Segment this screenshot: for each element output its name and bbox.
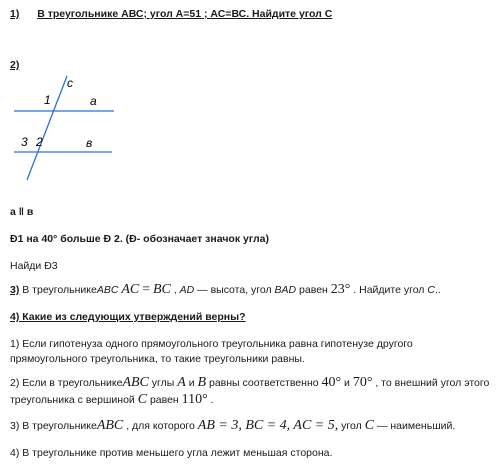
statement-3-math-abc: ABC <box>96 418 124 433</box>
statement-2-text-6: равен <box>147 394 182 406</box>
problem-3-bad: BAD <box>274 284 297 296</box>
problem-3-text-10: .. <box>434 284 441 296</box>
problem-3-number: 3) <box>10 284 20 296</box>
label-line-c: c <box>67 76 73 90</box>
problem-3-ad: AD <box>179 284 195 296</box>
statement-2-text-1: углы <box>148 377 178 389</box>
label-angle-3: 3 <box>21 135 28 149</box>
statement-2-math-40: 40° <box>321 375 342 390</box>
parallel-lines-diagram <box>10 72 120 182</box>
statement-2-line-1 <box>10 375 489 391</box>
statement-2-math-110: 110° <box>181 392 208 407</box>
statement-2-math-b: B <box>197 375 207 390</box>
statement-3-text-3: — наименьший. <box>374 420 456 432</box>
statement-2-math-70: 70° <box>352 375 373 390</box>
problem-3-c: C <box>427 284 435 296</box>
statement-2-text-4: и <box>341 377 353 389</box>
problem-3-text-3: , <box>170 284 180 296</box>
statement-3-text-1: , для которого <box>123 420 198 432</box>
problem-3-text-5: — высота, угол <box>194 284 275 296</box>
problem-3-math-ac: AC <box>121 282 140 297</box>
statement-2-text-2: и <box>185 377 198 389</box>
problem-3-text-7: равен <box>296 284 331 296</box>
problem-3-math-bc: BC <box>152 282 171 297</box>
statement-2-math-c: C <box>137 392 148 407</box>
problem-1-text: В треугольнике АВС; угол А=51 ; АС=ВС. Найдите угол С <box>37 8 333 20</box>
statement-1-line-1: 1) Если гипотенуза одного прямоугольного треугольника равна гипотенузе другого <box>10 338 413 350</box>
statement-2-prefix-2: треугольника с вершиной <box>10 394 138 406</box>
problem-3-text-8: . Найдите угол <box>350 284 428 296</box>
statement-2-prefix: 2) Если в треугольнике <box>10 377 123 389</box>
statement-2-text-3: равны соответственно <box>206 377 322 389</box>
statement-2-math-abc: ABC <box>122 375 149 390</box>
angle-condition: Ð1 на 40° больше Ð 2. (Ð- обозначает значок угла) <box>10 233 269 245</box>
problem-1-number: 1) <box>10 8 20 20</box>
statement-4: 4) В треугольнике против меньшего угла лежит меньшая сторона. <box>10 447 333 459</box>
statement-3-text-2: угол <box>338 420 365 432</box>
statement-3 <box>10 418 455 434</box>
label-line-a: a <box>90 94 97 108</box>
problem-3 <box>10 282 441 298</box>
statement-2-math-a: A <box>177 375 186 390</box>
problem-1 <box>10 8 332 20</box>
find-angle-3: Найди Ð3 <box>10 260 58 272</box>
problem-2-number: 2) <box>10 59 20 71</box>
statement-2-text-5: , то внешний угол этого <box>372 377 490 389</box>
label-line-b: в <box>86 136 93 150</box>
parallel-statement: a ǁ в <box>10 206 34 218</box>
line-c <box>27 76 67 180</box>
problem-3-math-eq: = <box>142 282 151 297</box>
problem-3-triangle: ABC <box>96 284 119 296</box>
statement-1-line-2: прямоугольного треугольника, то такие треугольники равны. <box>10 353 305 365</box>
label-angle-1: 1 <box>44 93 51 107</box>
problem-3-text-1: В треугольнике <box>19 284 97 296</box>
label-angle-2: 2 <box>36 135 43 149</box>
statement-3-math-c: C <box>364 418 375 433</box>
statement-3-prefix: 3) В треугольнике <box>10 420 97 432</box>
statement-2-line-2 <box>10 392 214 408</box>
problem-3-math-angle: 23° <box>330 282 351 297</box>
statement-2-text-7: . <box>207 394 214 406</box>
problem-4-header: 4) Какие из следующих утверждений верны? <box>10 311 246 323</box>
statement-3-math-sides: AB = 3, BC = 4, AC = 5, <box>197 418 339 433</box>
